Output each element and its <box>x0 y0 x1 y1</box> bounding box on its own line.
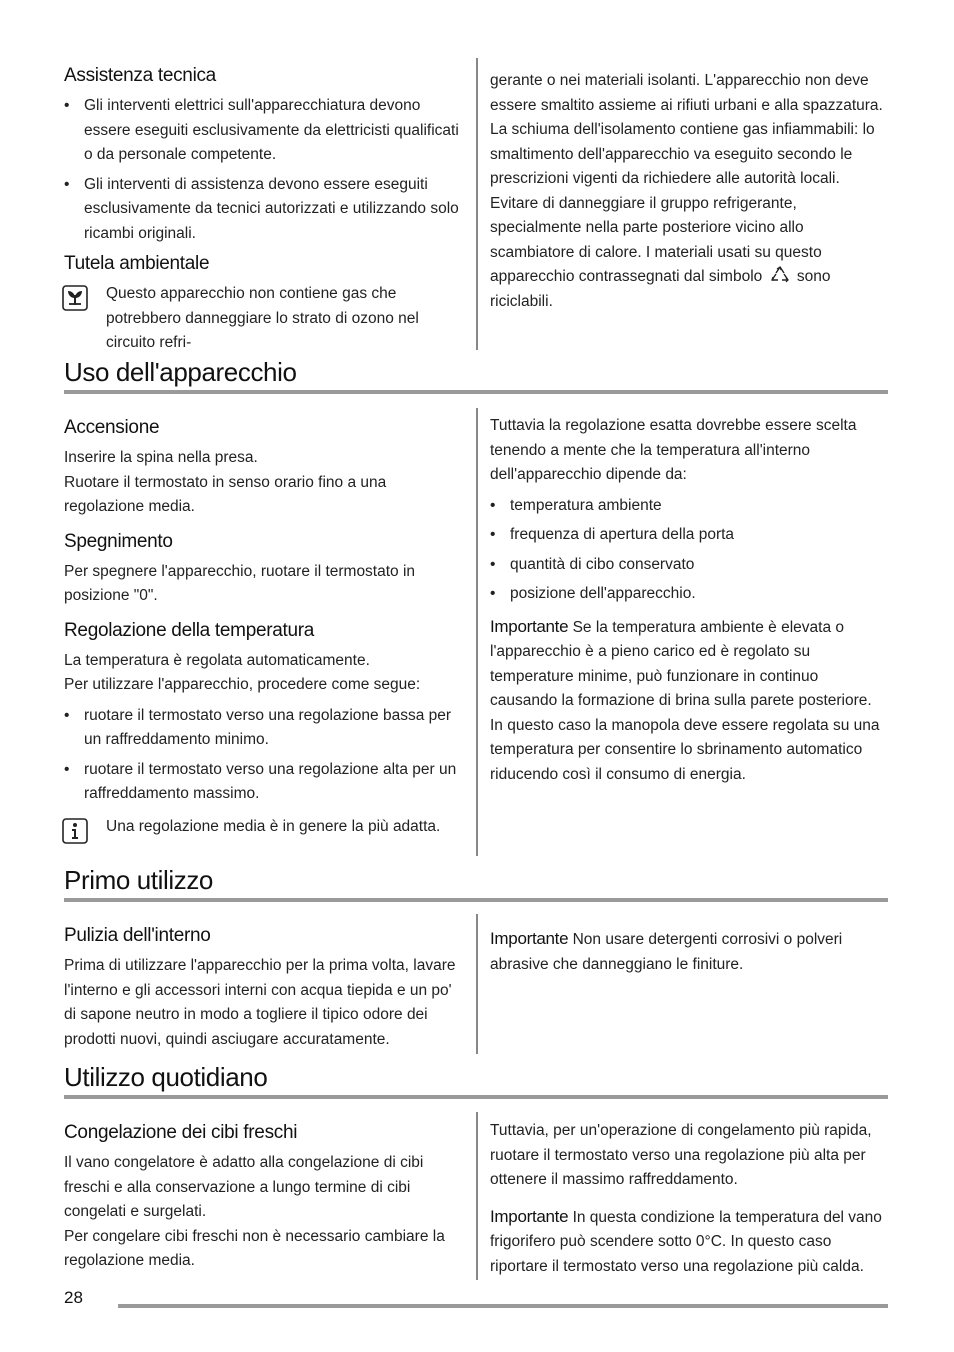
pulizia-text: Prima di utilizzare l'apparecchio per la prima volta, lavare l'interno e gli accessori interni con acqua tiepida e un po' di sapone neutro in modo a togliere il tipico odore dei prodotti nuovi, quindi asciugare accuratamente. <box>64 957 456 1048</box>
importante-note <box>490 1205 886 1280</box>
importante-text: Se la temperatura ambiente è elevata o l'apparecchio è a pieno carico ed è regolato su temperature minime, può funzionare in continuo causando la formazione di brina sulla parete posteriore. In questo caso la manopola deve essere regolata su una temperatura per consentire lo sbrinamento automatico riducendo così il consumo di energia. <box>490 618 880 783</box>
list-item: • ruotare il termostato verso una regolazione bassa per un raffreddamento minimo. <box>64 704 462 753</box>
list-item: • ruotare il termostato verso una regolazione alta per un raffreddamento massimo. <box>64 758 462 807</box>
importante-label: Importante <box>490 616 569 636</box>
disposal-text-b: sono riciclabili. <box>490 268 831 310</box>
importante-label: Importante <box>490 929 569 948</box>
assistenza-list <box>64 94 462 246</box>
disposal-column <box>490 69 886 314</box>
quotidiano-text: Tuttavia, per un'operazione di congelamento più rapida, ruotare il termostato verso una regolazione più alta per ottenere il massimo raffreddamento. <box>490 1122 872 1188</box>
assistenza-column <box>64 64 462 356</box>
factors-list <box>490 494 886 607</box>
accensione-text-2: Ruotare il termostato in senso orario fino a una regolazione media. <box>64 473 387 515</box>
quotidiano-right-column <box>490 1119 886 1279</box>
section-rule <box>64 390 888 394</box>
section-title-uso: Uso dell'apparecchio <box>64 357 297 387</box>
heading-regolazione: Regolazione della temperatura <box>64 619 315 641</box>
regolazione-text-1: La temperatura è regolata automaticamente. <box>64 651 370 669</box>
list-item: • frequenza di apertura della porta <box>490 523 886 548</box>
importante-note <box>490 615 886 788</box>
uso-left-column <box>64 416 462 839</box>
heading-assistenza-tecnica: Assistenza tecnica <box>64 65 216 86</box>
column-divider <box>476 408 478 856</box>
column-divider <box>476 914 478 1054</box>
importante-text: Non usare detergenti corrosivi o polveri abrasive che danneggiano le finiture. <box>490 931 843 973</box>
list-item: • quantità di cibo conservato <box>490 553 886 578</box>
congelazione-text-1: Il vano congelatore è adatto alla congelazione di cibi freschi e alla conservazione a lungo termine di cibi congelati e surgelati. <box>64 1154 424 1220</box>
info-note <box>64 815 462 840</box>
section-rule <box>64 1095 888 1099</box>
disposal-text-a: gerante o nei materiali isolanti. L'apparecchio non deve essere smaltito assieme ai rifiuti urbani e alla spazzatura. La schiuma dell'isolamento contiene gas infiammabili: lo smaltimento dell'apparecchio va eseguito secondo le prescrizioni vigenti da richiedere alle autorità locali. Evitare di danneggiare il gruppo refrigerante, specialmente nella parte posteriore vicino allo scambiatore di calore. I materiali usati su questo apparecchio contrassegnati dal simbolo <box>490 72 883 285</box>
footer-rule <box>118 1304 888 1308</box>
heading-congelazione: Congelazione dei cibi freschi <box>64 1122 298 1143</box>
list-item: • Gli interventi di assistenza devono essere eseguiti esclusivamente da tecnici autorizzati e utilizzando solo ricambi originali. <box>64 173 462 247</box>
regolazione-text-2: Per utilizzare l'apparecchio, procedere come segue: <box>64 676 421 693</box>
environment-icon <box>62 285 88 311</box>
info-text: Una regolazione media è in genere la più adatta. <box>106 817 441 835</box>
heading-accensione: Accensione <box>64 417 160 438</box>
tutela-text: Questo apparecchio non contiene gas che potrebbero danneggiare lo strato di ozono nel circuito refri- <box>106 285 419 351</box>
regolazione-list <box>64 704 462 807</box>
heading-pulizia: Pulizia dell'interno <box>64 925 211 946</box>
disposal-text <box>490 69 886 314</box>
section-title-utilizzo-quotidiano: Utilizzo quotidiano <box>64 1062 268 1092</box>
column-divider <box>476 1112 478 1280</box>
info-icon <box>62 818 88 844</box>
quotidiano-left-column <box>64 1121 462 1274</box>
tutela-note <box>64 282 462 356</box>
section-rule <box>64 898 888 902</box>
congelazione-text-2: Per congelare cibi freschi non è necessario cambiare la regolazione media. <box>64 1227 445 1269</box>
primo-right-column <box>490 927 886 977</box>
importante-note <box>490 927 886 977</box>
importante-text: In questa condizione la temperatura del vano frigorifero può scendere sotto 0°C. In questo caso riportare il termostato verso una regolazione più calda. <box>490 1208 882 1275</box>
section-title-primo-utilizzo: Primo utilizzo <box>64 865 213 895</box>
recycle-icon <box>769 265 791 285</box>
list-item: • posizione dell'apparecchio. <box>490 582 886 607</box>
list-item: • Gli interventi elettrici sull'apparecchiatura devono essere eseguiti esclusivamente da elettricisti qualificati o da personale competente. <box>64 94 462 168</box>
uso-intro-text: Tuttavia la regolazione esatta dovrebbe essere scelta tenendo a mente che la temperatura all'interno dell'apparecchio dipende da: <box>490 417 857 483</box>
primo-left-column <box>64 924 462 1052</box>
uso-right-column <box>490 414 886 787</box>
heading-spegnimento: Spegnimento <box>64 530 173 552</box>
page-number: 28 <box>64 1288 83 1307</box>
heading-tutela-ambientale: Tutela ambientale <box>64 253 210 274</box>
spegnimento-text: Per spegnere l'apparecchio, ruotare il termostato in posizione "0". <box>64 562 416 604</box>
importante-label: Importante <box>490 1206 569 1226</box>
list-item: • temperatura ambiente <box>490 494 886 519</box>
column-divider <box>476 58 478 350</box>
accensione-text-1: Inserire la spina nella presa. <box>64 449 258 466</box>
